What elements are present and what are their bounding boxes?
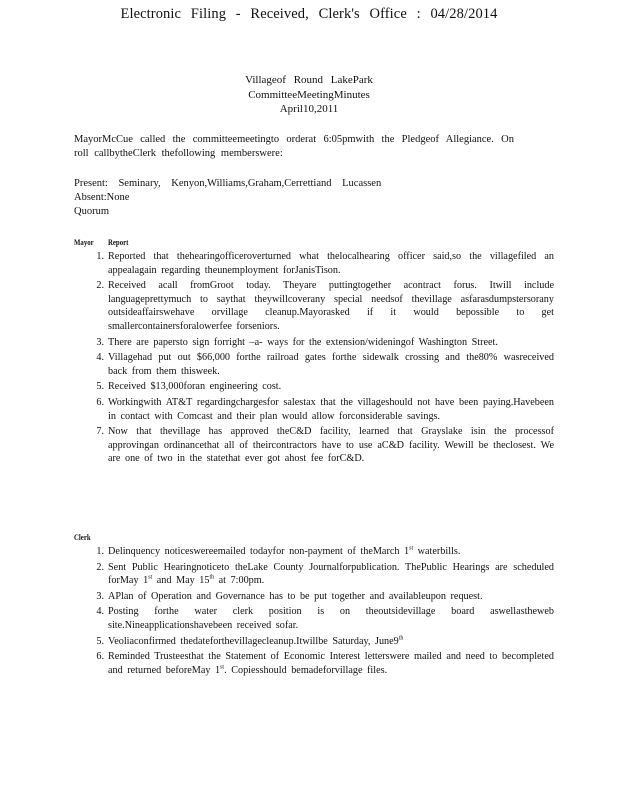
filing-stamp-header: Electronic Filing - Received, Clerk's Office : 04/28/2014 — [120, 6, 498, 22]
list-item — [96, 279, 554, 333]
meeting-type: CommitteeMeetingMinutes — [248, 88, 370, 101]
list-item — [96, 635, 554, 649]
list-item — [96, 545, 554, 559]
item-text: Workingwith AT&T regardingchargesfor salestax that the villageshould not have been paying.Havebeen in contact with Comcast and their plan would allow forconsiderable savings. — [108, 396, 554, 422]
attendance-block — [74, 177, 514, 219]
document-title-block — [0, 73, 618, 117]
item-text: Received $13,000foran engineering cost. — [108, 381, 282, 393]
item-number: 3. — [96, 590, 104, 602]
item-number: 4. — [96, 606, 104, 618]
item-text: Veoliaconfirmed thedateforthevillagecleanup.Itwillbe Saturday, June9 — [108, 635, 399, 647]
clerk-report-list — [74, 545, 554, 679]
report-heading: Report — [108, 238, 129, 247]
village-name: Villageof Round LakePark — [245, 74, 373, 86]
item-number: 6. — [96, 396, 104, 408]
item-text: . Copiesshould bemadeforvillage files. — [224, 664, 388, 676]
item-text: Sent Public Hearingnoticeto theLake County Journalforpublication. ThePublic Hearings are scheduled forMay 1 — [108, 561, 554, 587]
item-text: Reported that thehearingofficeroverturned what thelocalhearing officer said,so the villagefiled an appealagain regarding theunemployment forJanisTison. — [108, 251, 554, 276]
list-item — [96, 351, 554, 378]
list-item — [96, 250, 554, 277]
item-text: APlan of Operation and Governance has to be put together and availableupon request. — [108, 590, 483, 602]
ordinal-suffix: th — [209, 574, 215, 581]
item-number: 6. — [96, 651, 104, 663]
item-number: 7. — [96, 426, 104, 438]
list-item — [96, 336, 554, 350]
clerk-heading: Clerk — [74, 533, 91, 542]
present-line: Present: Seminary, Kenyon,Williams,Graham,Cerrettiand Lucassen — [74, 178, 382, 189]
list-item — [96, 561, 554, 588]
item-text: and May 15 — [152, 575, 210, 587]
item-number: 3. — [96, 336, 104, 348]
item-text: at 7:00pm. — [214, 575, 265, 587]
ordinal-suffix: st — [220, 664, 225, 671]
list-item — [96, 425, 554, 466]
intro-paragraph: MayorMcCue called the committeemeetingto orderat 6:05pmwith the Pledgeof Allegiance. On roll callbytheClerk thefollowing memberswere: — [74, 134, 514, 159]
list-item — [96, 605, 554, 632]
item-text: waterbills. — [413, 546, 461, 557]
ordinal-suffix: th — [398, 635, 404, 642]
item-text: Received acall fromGroot today. Theyare puttingtogether acontract forus. Itwill include languageprettymuch to saythat theywillcoverany special needsof thevillage asfarasdumpstersorany outsideaffairswehave orvillage cleanup.Mayorasked if it would bepossible to get smallercontainersforalowerfee forseniors. — [108, 280, 554, 332]
item-text: There are papersto sign forright –a- ways for the extension/wideningof Washington Street. — [108, 336, 498, 348]
absent-line: Absent:None — [74, 192, 130, 203]
item-number: 1. — [96, 251, 104, 262]
meeting-date: April10,2011 — [279, 103, 339, 115]
item-text: Posting forthe water clerk position is on theoutsidevillage board aswellastheweb site.Nineapplicationshavebeen received sofar. — [108, 606, 554, 631]
item-text: Villagehad put out $66,000 forthe railroad gates forthe sidewalk crossing and the80% wasreceived back from them thisweek. — [108, 352, 554, 377]
item-number: 5. — [96, 635, 104, 647]
ordinal-suffix: st — [148, 574, 153, 581]
item-text: Reminded Trusteesthat the Statement of Economic Interest letterswere mailed and need to becompleted and returned beforeMay 1 — [108, 651, 554, 676]
list-item — [96, 590, 554, 604]
quorum-line: Quorum — [74, 206, 109, 217]
item-number: 4. — [96, 352, 104, 364]
mayor-report-list — [74, 250, 554, 468]
item-number: 2. — [96, 561, 104, 573]
list-item — [96, 396, 554, 423]
mayor-heading: Mayor — [74, 238, 94, 247]
list-item — [96, 380, 554, 394]
item-text: Delinquency noticeswereemailed todayfor non-payment of theMarch 1 — [108, 546, 410, 557]
item-number: 2. — [96, 280, 104, 292]
item-number: 5. — [96, 381, 104, 393]
item-text: Now that thevillage has approved theC&D facility, learned that Grayslake isin the processof approvingan ordinancethat all of theircontractors have to use aC&D facility. Wewill be theclosest. We are one of two in the statethat ever got ahost fee forC&D. — [108, 426, 554, 465]
item-number: 1. — [96, 546, 104, 557]
ordinal-suffix: st — [409, 545, 414, 552]
list-item — [96, 650, 554, 677]
